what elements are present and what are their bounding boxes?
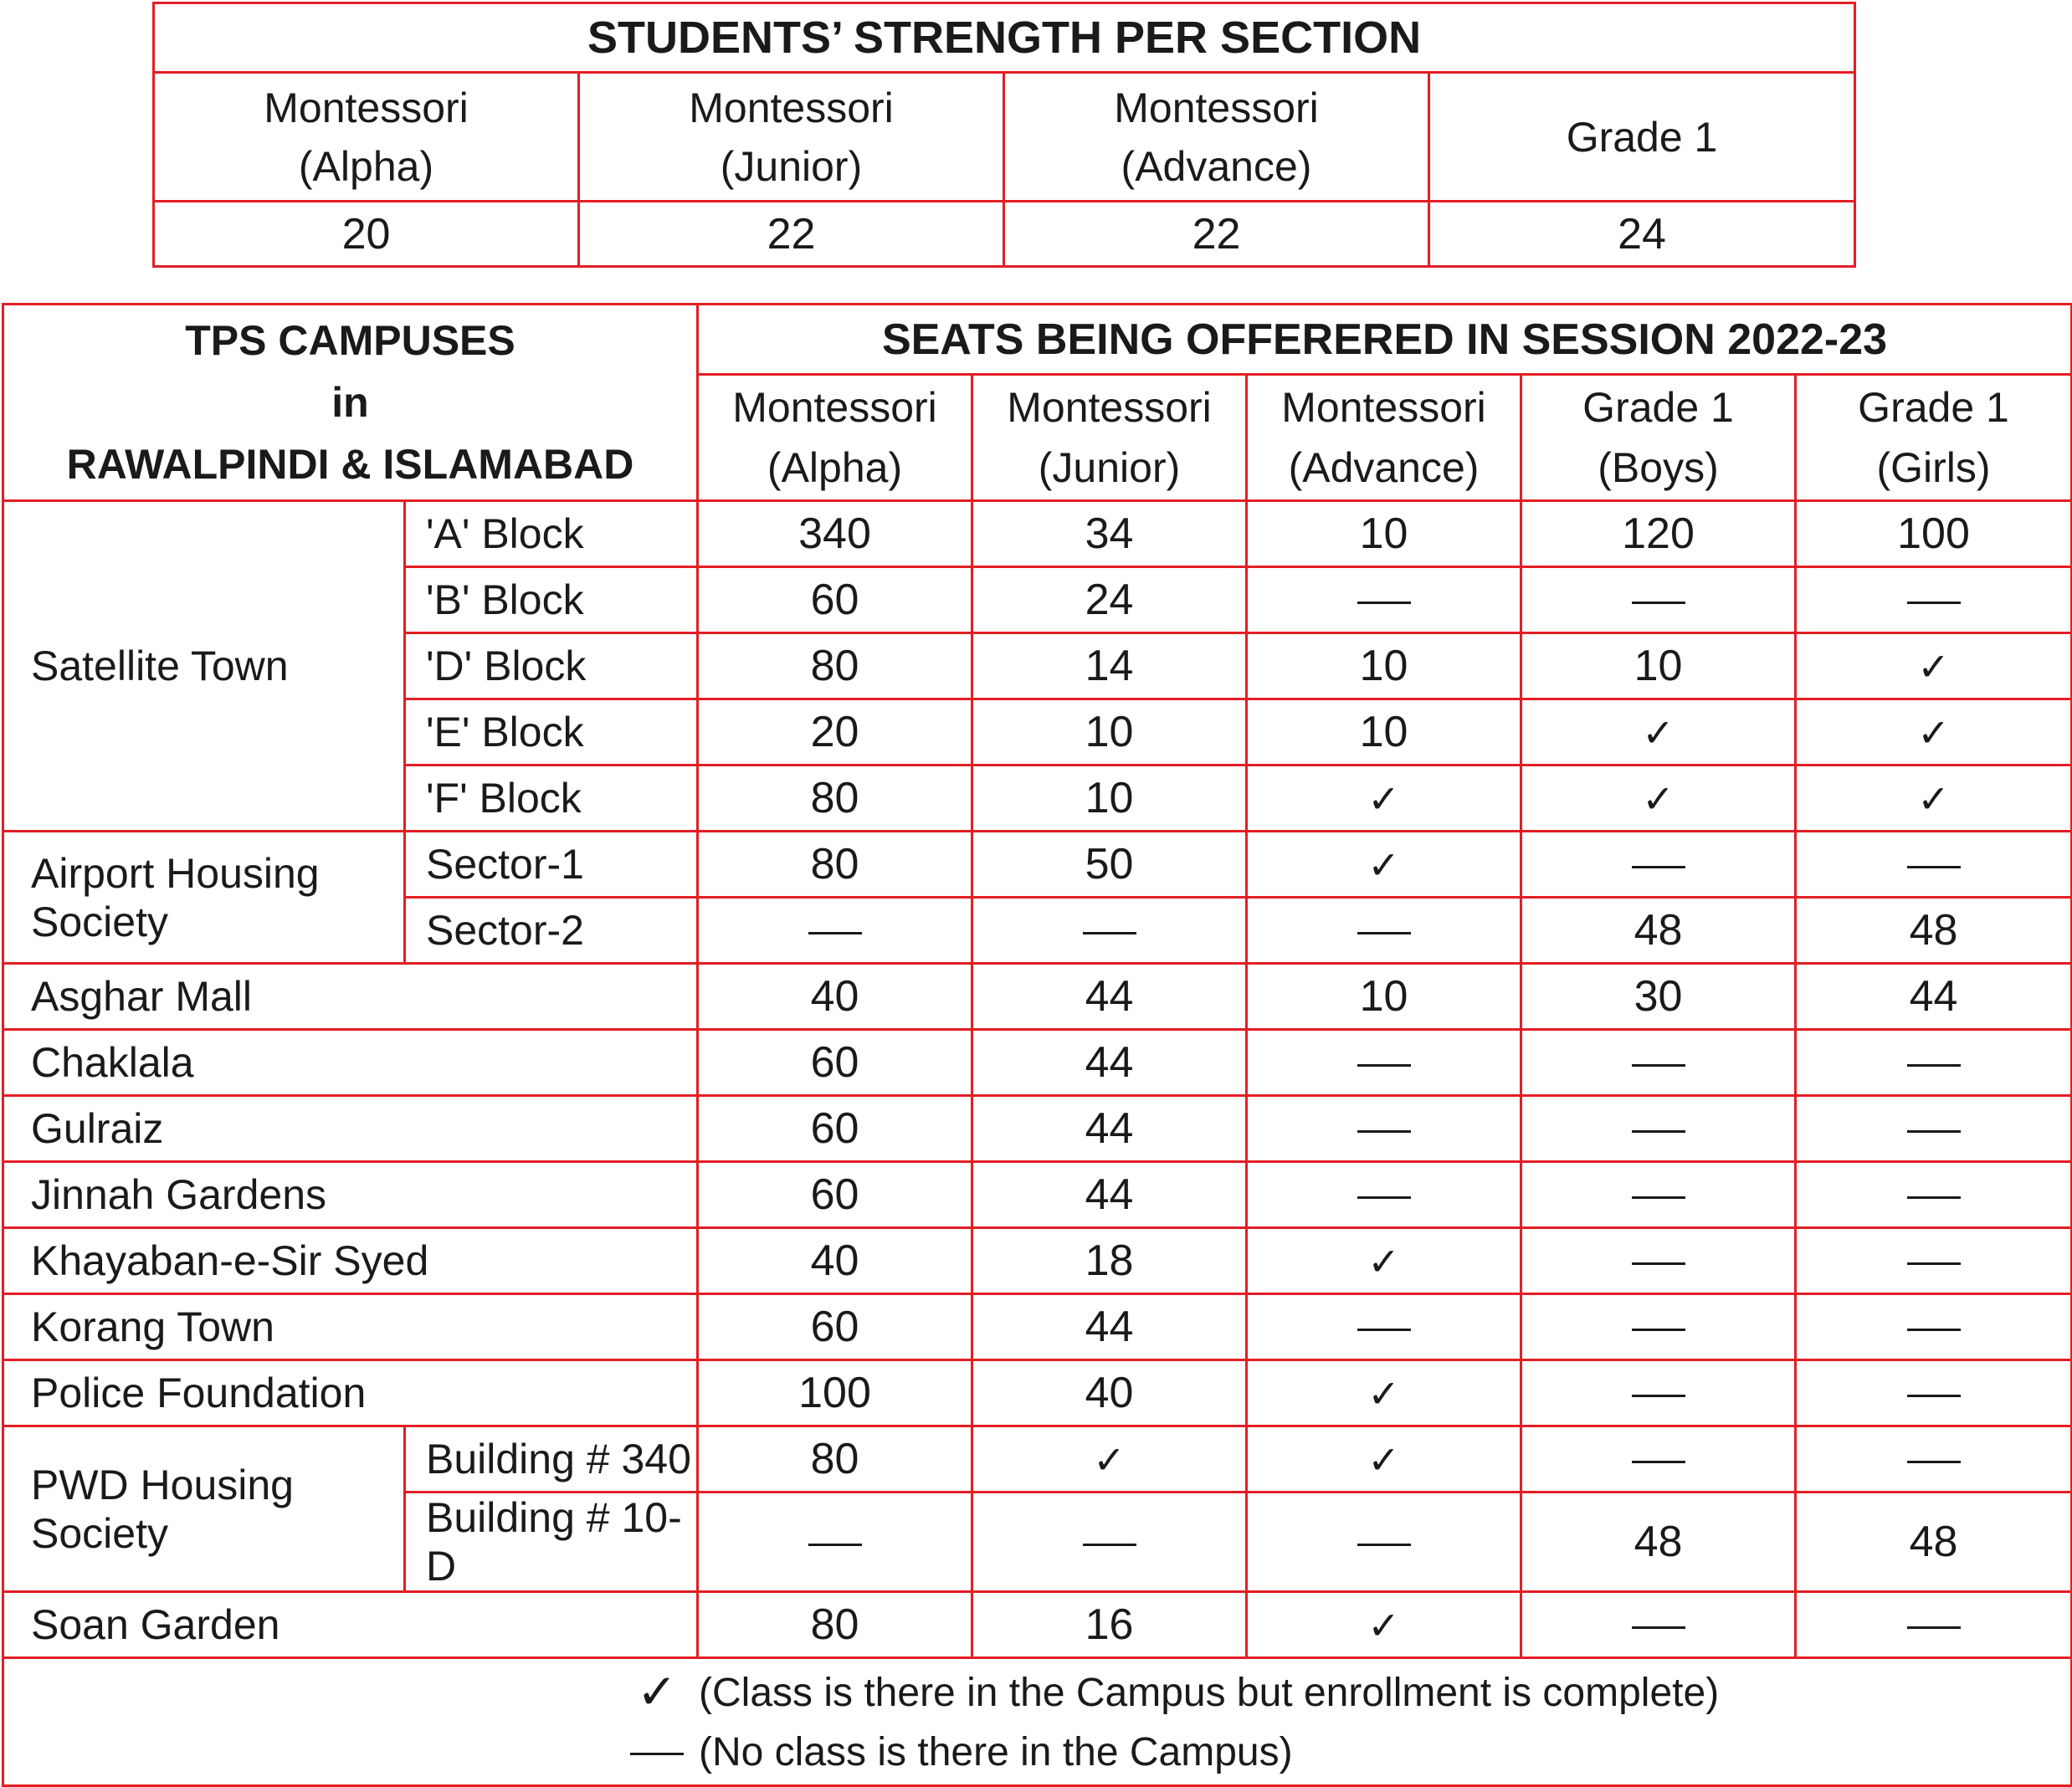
seat-count-cell: 44	[972, 1294, 1247, 1360]
strength-value-grade1: 24	[1429, 202, 1855, 267]
strength-value-junior: 22	[579, 202, 1004, 267]
campus-name: Airport Housing Society	[3, 832, 405, 964]
no-class-cell	[1247, 1096, 1521, 1162]
campus-sub-location: 'A' Block	[405, 501, 698, 567]
campus-name: Gulraiz	[3, 1096, 698, 1162]
seat-count-cell: 10	[972, 765, 1247, 832]
seat-count-cell: 10	[1247, 633, 1521, 699]
seat-count-cell: 60	[698, 1096, 972, 1162]
enrollment-complete-cell	[1521, 765, 1796, 832]
table-row	[3, 964, 2072, 1030]
no-class-cell	[1247, 898, 1521, 964]
strength-header-advance: Montessori (Advance)	[1004, 73, 1429, 202]
table-row	[3, 1426, 2072, 1493]
strength-title: STUDENTS’ STRENGTH PER SECTION	[154, 3, 1855, 73]
enrollment-complete-cell	[1247, 1228, 1521, 1294]
no-class-cell	[1796, 832, 2072, 898]
no-class-cell	[1796, 1592, 2072, 1658]
campus-sub-location: Sector-2	[405, 898, 698, 964]
no-class-cell	[1521, 1030, 1796, 1096]
seat-count-cell: 40	[972, 1360, 1247, 1426]
dash-icon	[1357, 1329, 1411, 1331]
no-class-cell	[1796, 1360, 2072, 1426]
check-icon: ✓	[1367, 1371, 1400, 1416]
seat-count-cell: 16	[972, 1592, 1247, 1658]
table-row	[3, 1162, 2072, 1228]
strength-header-alpha: Montessori (Alpha)	[154, 73, 579, 202]
seat-count-cell: 10	[972, 699, 1247, 765]
dash-icon	[1632, 602, 1685, 604]
campuses-header: TPS CAMPUSES in RAWALPINDI & ISLAMABAD	[3, 305, 698, 501]
no-class-cell	[1796, 1228, 2072, 1294]
seat-count-cell: 10	[1247, 699, 1521, 765]
dash-icon	[1632, 1329, 1685, 1331]
campus-sub-location: Building # 10-D	[405, 1493, 698, 1592]
dash-icon	[1632, 1064, 1685, 1067]
dash-icon	[1907, 1626, 1961, 1629]
column-header: Grade 1 (Boys)	[1521, 375, 1796, 501]
check-icon: ✓	[1367, 1603, 1400, 1648]
no-class-cell	[1521, 1228, 1796, 1294]
check-icon: ✓	[1917, 644, 1950, 689]
campus-sub-location: 'E' Block	[405, 699, 698, 765]
no-class-cell	[1247, 567, 1521, 633]
seat-count-cell: 60	[698, 1162, 972, 1228]
seat-count-cell: 80	[698, 832, 972, 898]
dash-icon	[1907, 1196, 1961, 1199]
seats-offered-table	[2, 303, 2072, 1787]
strength-header-grade1: Grade 1	[1429, 73, 1855, 202]
legend	[3, 1658, 2072, 1786]
check-icon: ✓	[1093, 1437, 1126, 1482]
strength-value-advance: 22	[1004, 202, 1429, 267]
enrollment-complete-cell	[972, 1426, 1247, 1493]
no-class-cell	[1521, 1294, 1796, 1360]
column-header: Montessori (Advance)	[1247, 375, 1521, 501]
dash-icon	[1907, 866, 1961, 868]
dash-icon	[808, 932, 862, 934]
enrollment-complete-cell	[1247, 1426, 1521, 1493]
check-icon: ✓	[636, 1662, 678, 1720]
table-row	[3, 1030, 2072, 1096]
dash-icon	[1083, 1544, 1136, 1546]
no-class-cell	[698, 898, 972, 964]
no-class-cell	[1247, 1493, 1521, 1592]
legend-check-text: (Class is there in the Campus but enrollment is complete)	[699, 1671, 1720, 1715]
table-row	[3, 1360, 2072, 1426]
enrollment-complete-cell	[1796, 633, 2072, 699]
no-class-cell	[698, 1493, 972, 1592]
check-icon: ✓	[1642, 710, 1675, 755]
no-class-cell	[1521, 1592, 1796, 1658]
campus-sub-location: 'F' Block	[405, 765, 698, 832]
no-class-cell	[1247, 1030, 1521, 1096]
dash-icon	[1907, 1395, 1961, 1397]
dash-icon	[1907, 1064, 1961, 1067]
campus-name: Korang Town	[3, 1294, 698, 1360]
seat-count-cell: 24	[972, 567, 1247, 633]
campus-name: PWD Housing Society	[3, 1426, 405, 1592]
check-icon: ✓	[1642, 776, 1675, 822]
seat-count-cell: 48	[1796, 898, 2072, 964]
seat-count-cell: 60	[698, 1030, 972, 1096]
seat-count-cell: 40	[698, 1228, 972, 1294]
dash-icon	[1907, 1461, 1961, 1463]
check-icon: ✓	[1917, 710, 1950, 755]
campus-name: Chaklala	[3, 1030, 698, 1096]
dash-icon	[1632, 866, 1685, 868]
seat-count-cell: 48	[1521, 898, 1796, 964]
campus-sub-location: 'B' Block	[405, 567, 698, 633]
seat-count-cell: 34	[972, 501, 1247, 567]
dash-icon	[1632, 1196, 1685, 1199]
strength-header-junior: Montessori (Junior)	[579, 73, 1004, 202]
dash-icon	[1083, 932, 1136, 934]
seat-count-cell: 20	[698, 699, 972, 765]
dash-icon	[1907, 602, 1961, 604]
seat-count-cell: 100	[1796, 501, 2072, 567]
dash-icon	[1357, 932, 1411, 934]
campus-sub-location: Sector-1	[405, 832, 698, 898]
enrollment-complete-cell	[1247, 1360, 1521, 1426]
no-class-cell	[1247, 1162, 1521, 1228]
no-class-cell	[1247, 1294, 1521, 1360]
seat-count-cell: 60	[698, 1294, 972, 1360]
campus-name: Khayaban-e-Sir Syed	[3, 1228, 698, 1294]
dash-icon	[1632, 1395, 1685, 1397]
no-class-cell	[1796, 1294, 2072, 1360]
seat-count-cell: 100	[698, 1360, 972, 1426]
seat-count-cell: 44	[972, 1162, 1247, 1228]
table-row	[3, 1294, 2072, 1360]
dash-icon	[1907, 1262, 1961, 1265]
dash-icon	[1907, 1130, 1961, 1133]
no-class-cell	[972, 898, 1247, 964]
enrollment-complete-cell	[1247, 832, 1521, 898]
table-row	[3, 1096, 2072, 1162]
dash-icon	[1632, 1262, 1685, 1265]
strength-value-alpha: 20	[154, 202, 579, 267]
seat-count-cell: 48	[1521, 1493, 1796, 1592]
check-icon: ✓	[1367, 842, 1400, 888]
check-icon: ✓	[1367, 1437, 1400, 1482]
table-row	[3, 501, 2072, 567]
enrollment-complete-cell	[1796, 699, 2072, 765]
no-class-cell	[1521, 1162, 1796, 1228]
seat-count-cell: 10	[1521, 633, 1796, 699]
seat-count-cell: 340	[698, 501, 972, 567]
dash-icon	[1357, 1544, 1411, 1546]
legend-dash-text: (No class is there in the Campus)	[699, 1729, 1293, 1774]
seat-count-cell: 10	[1247, 964, 1521, 1030]
campus-name: Satellite Town	[3, 501, 405, 832]
seat-count-cell: 14	[972, 633, 1247, 699]
enrollment-complete-cell	[1521, 699, 1796, 765]
dash-icon	[1907, 1329, 1961, 1331]
no-class-cell	[1521, 1360, 1796, 1426]
no-class-cell	[1796, 1426, 2072, 1493]
check-icon: ✓	[1917, 776, 1950, 822]
table-row	[3, 1592, 2072, 1658]
dash-icon	[808, 1544, 862, 1546]
seat-count-cell: 44	[972, 964, 1247, 1030]
no-class-cell	[1796, 1162, 2072, 1228]
seat-count-cell: 80	[698, 765, 972, 832]
campus-name: Jinnah Gardens	[3, 1162, 698, 1228]
dash-icon	[1632, 1461, 1685, 1463]
table-row	[3, 832, 2072, 898]
seat-count-cell: 30	[1521, 964, 1796, 1030]
dash-icon	[630, 1753, 684, 1755]
students-strength-table	[152, 2, 1856, 268]
legend-dash-row	[615, 1724, 2070, 1781]
seat-count-cell: 120	[1521, 501, 1796, 567]
seat-count-cell: 44	[1796, 964, 2072, 1030]
campus-sub-location: 'D' Block	[405, 633, 698, 699]
column-header: Montessori (Alpha)	[698, 375, 972, 501]
dash-icon	[1632, 1130, 1685, 1133]
seat-count-cell: 80	[698, 1426, 972, 1493]
no-class-cell	[1796, 1096, 2072, 1162]
seat-count-cell: 48	[1796, 1493, 2072, 1592]
check-icon: ✓	[1367, 776, 1400, 822]
campus-name: Police Foundation	[3, 1360, 698, 1426]
campus-name: Soan Garden	[3, 1592, 698, 1658]
campus-sub-location: Building # 340	[405, 1426, 698, 1493]
no-class-cell	[1521, 1096, 1796, 1162]
no-class-cell	[1521, 567, 1796, 633]
seat-count-cell: 10	[1247, 501, 1521, 567]
seat-count-cell: 80	[698, 1592, 972, 1658]
dash-icon	[1357, 602, 1411, 604]
no-class-cell	[972, 1493, 1247, 1592]
legend-check-row	[615, 1663, 2070, 1724]
enrollment-complete-cell	[1247, 765, 1521, 832]
seat-count-cell: 44	[972, 1030, 1247, 1096]
dash-icon	[1357, 1196, 1411, 1199]
enrollment-complete-cell	[1796, 765, 2072, 832]
seat-count-cell: 50	[972, 832, 1247, 898]
dash-icon	[1632, 1626, 1685, 1629]
seat-count-cell: 40	[698, 964, 972, 1030]
column-header: Montessori (Junior)	[972, 375, 1247, 501]
campus-name: Asghar Mall	[3, 964, 698, 1030]
enrollment-complete-cell	[1247, 1592, 1521, 1658]
no-class-cell	[1521, 1426, 1796, 1493]
seat-count-cell: 80	[698, 633, 972, 699]
no-class-cell	[1521, 832, 1796, 898]
dash-icon	[1357, 1064, 1411, 1067]
no-class-cell	[1796, 567, 2072, 633]
check-icon: ✓	[1367, 1239, 1400, 1284]
seat-count-cell: 18	[972, 1228, 1247, 1294]
no-class-cell	[1796, 1030, 2072, 1096]
column-header: Grade 1 (Girls)	[1796, 375, 2072, 501]
seat-count-cell: 44	[972, 1096, 1247, 1162]
seat-count-cell: 60	[698, 567, 972, 633]
session-header: SEATS BEING OFFERERED IN SESSION 2022-23	[698, 305, 2072, 375]
dash-icon	[1357, 1130, 1411, 1133]
table-row	[3, 1228, 2072, 1294]
